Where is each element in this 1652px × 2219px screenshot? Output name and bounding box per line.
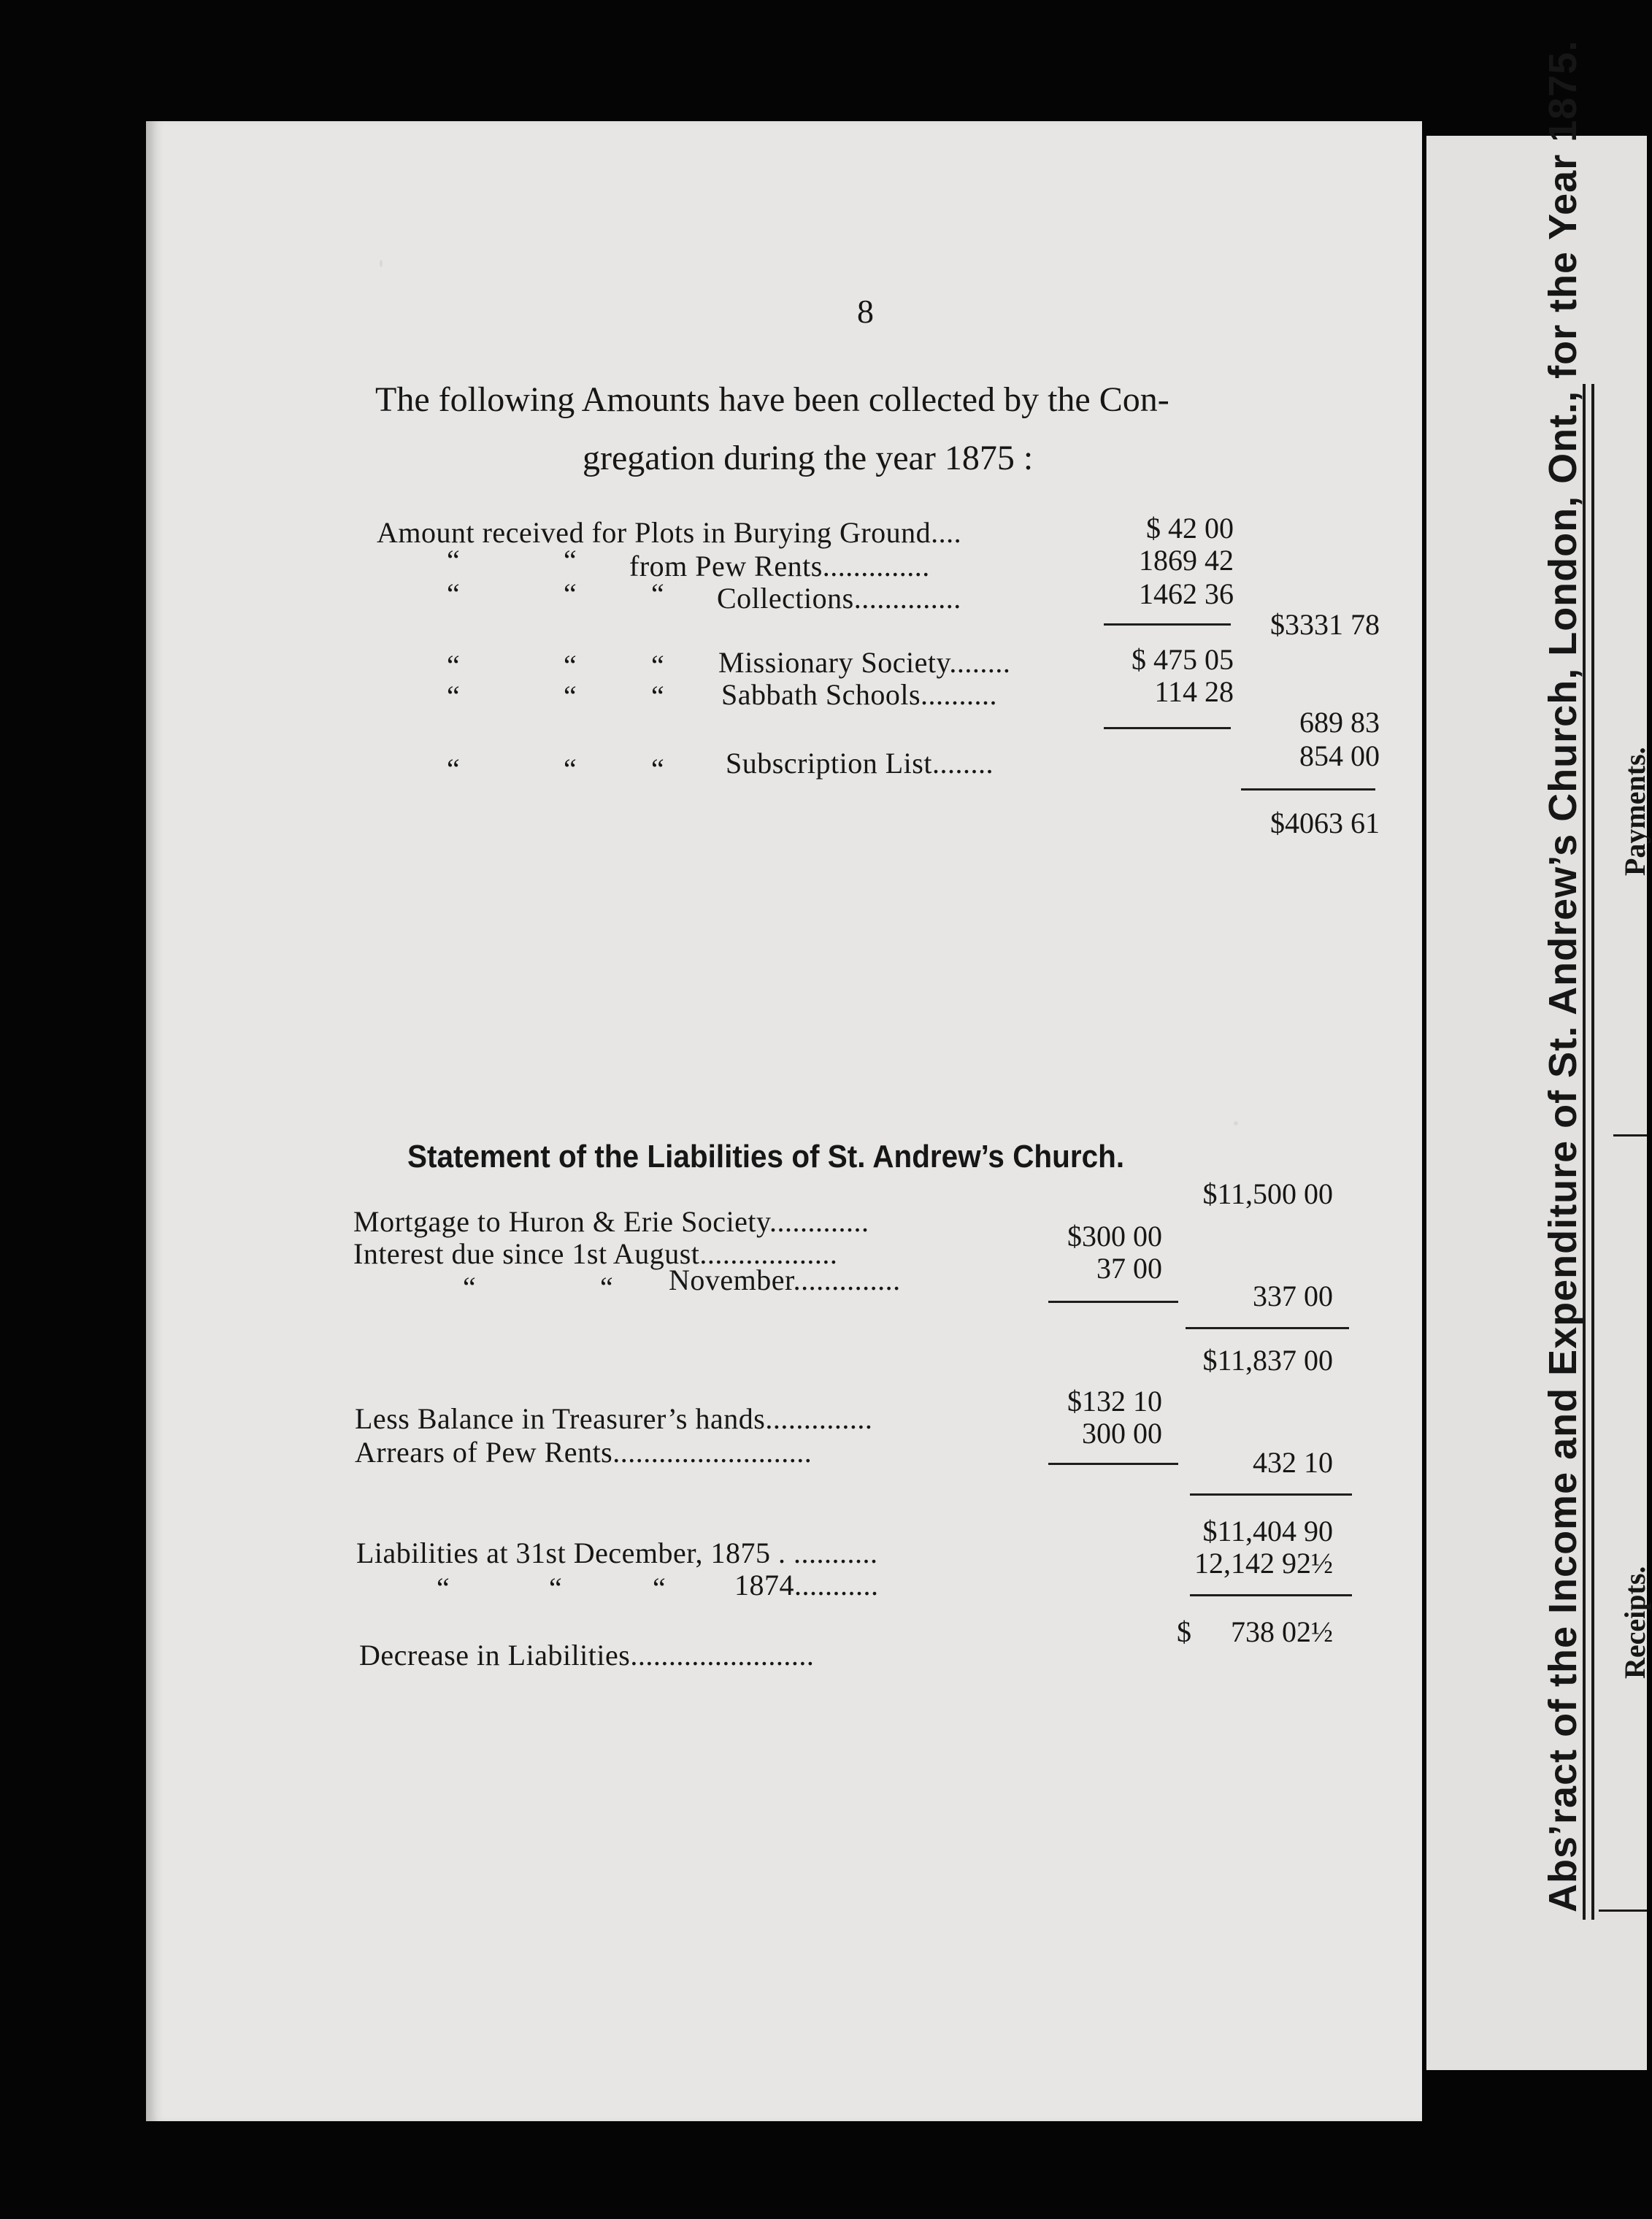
arrears-amount: 300 00 [1082, 1417, 1162, 1450]
liabilities-heading: Statement of the Liabilities of St. Andrew’s Church. [407, 1139, 1125, 1174]
facing-page-rule [1599, 1910, 1647, 1912]
ditto-mark: “ [564, 577, 577, 610]
balance-label: Less Balance in Treasurer’s hands.............. [355, 1402, 873, 1435]
interest-nov-amount: 37 00 [1096, 1252, 1162, 1285]
sum-rule [1104, 727, 1231, 729]
mortgage-amount: $11,500 00 [1202, 1177, 1333, 1210]
row-burying-ground-label: Amount received for Plots in Burying Ground.... [377, 516, 962, 549]
sum-rule [1104, 623, 1231, 626]
liabilities-1875-label: Liabilities at 31st December, 1875 . ........... [356, 1537, 878, 1569]
row-collections-amount: 1462 36 [1139, 577, 1234, 610]
ditto-mark: “ [651, 680, 664, 712]
liabilities-1874-label: 1874........... [734, 1569, 879, 1601]
ditto-mark: “ [600, 1271, 613, 1304]
interest-aug-label: Interest due since 1st August.................. [353, 1237, 838, 1270]
facing-page-title: Abs’ract of the Income and Expenditure of St. Andrew’s Church, London, Ont., for the Year 1875. [1541, 39, 1585, 1912]
row-subscription-label: Subscription List........ [726, 747, 994, 780]
grand-total: $4063 61 [1270, 807, 1380, 839]
subtotal-1: $3331 78 [1270, 608, 1380, 641]
row-sabbath-label: Sabbath Schools.......... [721, 678, 998, 711]
row-collections-label: Collections.............. [717, 582, 961, 615]
payments-heading: Payments. [1618, 747, 1651, 876]
facing-page-rule [1613, 1134, 1647, 1137]
row-pew-rents-label: from Pew Rents.............. [629, 550, 930, 582]
sum-rule [1190, 1493, 1352, 1496]
ditto-mark: “ [651, 649, 664, 682]
liabilities-1874-amount: 12,142 92½ [1194, 1547, 1333, 1580]
ditto-mark: “ [463, 1271, 476, 1304]
paper-speck [1234, 1121, 1238, 1126]
balance-amount: $132 10 [1067, 1385, 1162, 1418]
ditto-mark: “ [564, 544, 577, 577]
arrears-label: Arrears of Pew Rents.......................... [355, 1436, 812, 1469]
ditto-mark: “ [651, 753, 664, 785]
ditto-mark: “ [447, 680, 460, 712]
ditto-mark: “ [653, 1572, 666, 1604]
interest-aug-amount: $300 00 [1067, 1220, 1162, 1253]
ditto-mark: “ [564, 753, 577, 785]
liabilities-1875-amount: $11,404 90 [1202, 1515, 1333, 1547]
interest-nov-label: November.............. [669, 1264, 901, 1296]
ditto-mark: “ [447, 544, 460, 577]
decrease-dollar: $ [1177, 1615, 1191, 1648]
decrease-label: Decrease in Liabilities........................ [359, 1639, 815, 1672]
row-pew-rents-amount: 1869 42 [1139, 544, 1234, 577]
intro-line-2: gregation during the year 1875 : [583, 439, 1034, 477]
sum-rule [1186, 1327, 1349, 1329]
sum-rule [1048, 1301, 1178, 1303]
mortgage-label: Mortgage to Huron & Erie Society............. [353, 1205, 869, 1238]
ditto-mark: “ [447, 649, 460, 682]
sum-rule [1190, 1594, 1352, 1596]
sum-rule [1048, 1463, 1178, 1465]
less-total: 432 10 [1253, 1446, 1333, 1479]
ditto-mark: “ [564, 680, 577, 712]
intro-line-1: The following Amounts have been collected by the Con- [375, 380, 1169, 419]
ditto-mark: “ [437, 1572, 450, 1604]
decrease-amount: 738 02½ [1231, 1615, 1333, 1648]
subtotal-2: 689 83 [1299, 706, 1380, 739]
paper-speck [380, 260, 383, 267]
ditto-mark: “ [447, 753, 460, 785]
liabilities-subtotal: $11,837 00 [1202, 1344, 1333, 1377]
row-burying-ground-amount: $ 42 00 [1146, 512, 1234, 545]
sum-rule [1241, 788, 1375, 791]
row-missionary-amount: $ 475 05 [1132, 643, 1234, 676]
ditto-mark: “ [549, 1572, 562, 1604]
ditto-mark: “ [447, 577, 460, 610]
page-number: 8 [857, 293, 874, 330]
ditto-mark: “ [564, 649, 577, 682]
facing-page-rule [1591, 384, 1594, 1920]
facing-page [1426, 136, 1647, 2070]
receipts-heading: Receipts. [1618, 1566, 1651, 1679]
book-page [146, 121, 1422, 2121]
row-missionary-label: Missionary Society........ [718, 646, 1011, 679]
row-sabbath-amount: 114 28 [1154, 675, 1234, 708]
interest-total: 337 00 [1253, 1280, 1333, 1312]
subscription-total: 854 00 [1299, 739, 1380, 772]
ditto-mark: “ [651, 577, 664, 610]
